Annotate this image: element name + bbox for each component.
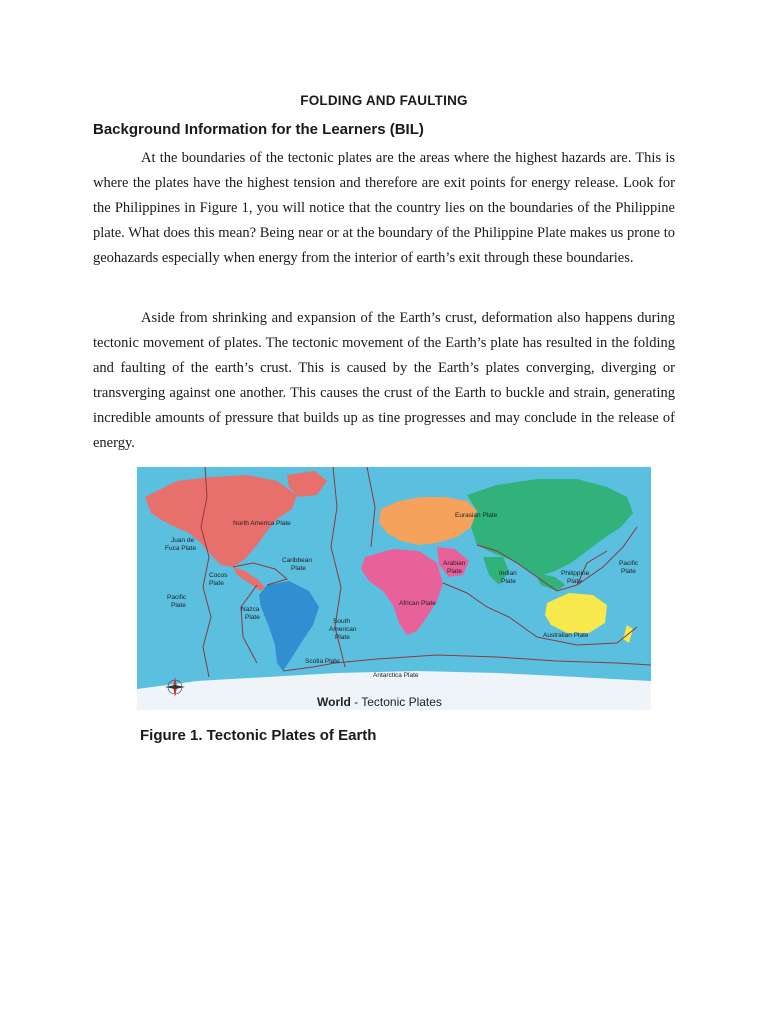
document-title: FOLDING AND FAULTING [300,93,468,108]
label-arabian-plate-2: Plate [447,568,462,575]
label-cocos-plate-2: Plate [209,580,224,587]
figure-caption: Figure 1. Tectonic Plates of Earth [140,727,377,744]
label-juan-de-fuca-plate-1: Juan de [171,537,195,544]
label-south-american-plate-1: South [333,618,350,625]
label-south-american-plate-3: Plate [335,634,350,641]
paragraph-2: Aside from shrinking and expansion of the Earth’s crust, deformation also happens during tectonic movement of plates. The tectonic movement of the Earth’s plate has resulted in the folding and faulting of the earth’s crust. This is caused by the Earth’s plates converging, diverging or transverging against one another. This causes the crust of the Earth to buckle and strain, generating incredible amounts of pressure that builds up as tine progresses and may conclude in the release of energy. [93,310,675,451]
label-australian-plate: Australian Plate [543,632,589,639]
label-pacific-plate-left-2: Plate [171,602,186,609]
section-heading: Background Information for the Learners (BIL) [93,121,424,138]
label-philippine-plate-1: Philippine [561,570,590,577]
label-cocos-plate-1: Cocos [209,572,228,579]
label-antarctica-plate: Antarctica Plate [373,672,419,679]
label-philippine-plate-2: Plate [567,578,582,585]
label-juan-de-fuca-plate-2: Fuca Plate [165,545,197,552]
label-nazca-plate-1: Nazca [241,606,260,613]
label-scotia-plate: Scotia Plate [305,658,340,665]
label-eurasian-plate: Eurasian Plate [455,512,498,519]
label-african-plate: African Plate [399,600,436,607]
label-indian-plate-2: Plate [501,578,516,585]
label-indian-plate-1: Indian [499,570,517,577]
label-caribbean-plate-1: Caribbean [282,557,312,564]
label-pacific-plate-right-1: Pacific [619,560,639,567]
map-title-tectonic-plates: - Tectonic Plates [350,695,442,709]
label-arabian-plate-1: Arabian [443,560,466,567]
map-title-world: World [317,695,351,709]
label-south-american-plate-2: American [329,626,357,633]
label-pacific-plate-left-1: Pacific [167,594,187,601]
tectonic-plates-map [137,467,651,710]
label-north-america-plate: North America Plate [233,520,291,527]
label-nazca-plate-2: Plate [245,614,260,621]
paragraph-1: At the boundaries of the tectonic plates are the areas where the highest hazards are. This is where the plates have the highest tension and therefore are exit points for energy release. Look for the Philippines in Figure 1, you will notice that the country lies on the boundaries of the Philippine plate. What does this mean? Being near or at the boundary of the Philippine Plate makes us prone to geohazards especially when energy from the interior of earth’s exit through these boundaries. [93,150,675,266]
label-pacific-plate-right-2: Plate [621,568,636,575]
label-caribbean-plate-2: Plate [291,565,306,572]
map-title [317,695,442,709]
